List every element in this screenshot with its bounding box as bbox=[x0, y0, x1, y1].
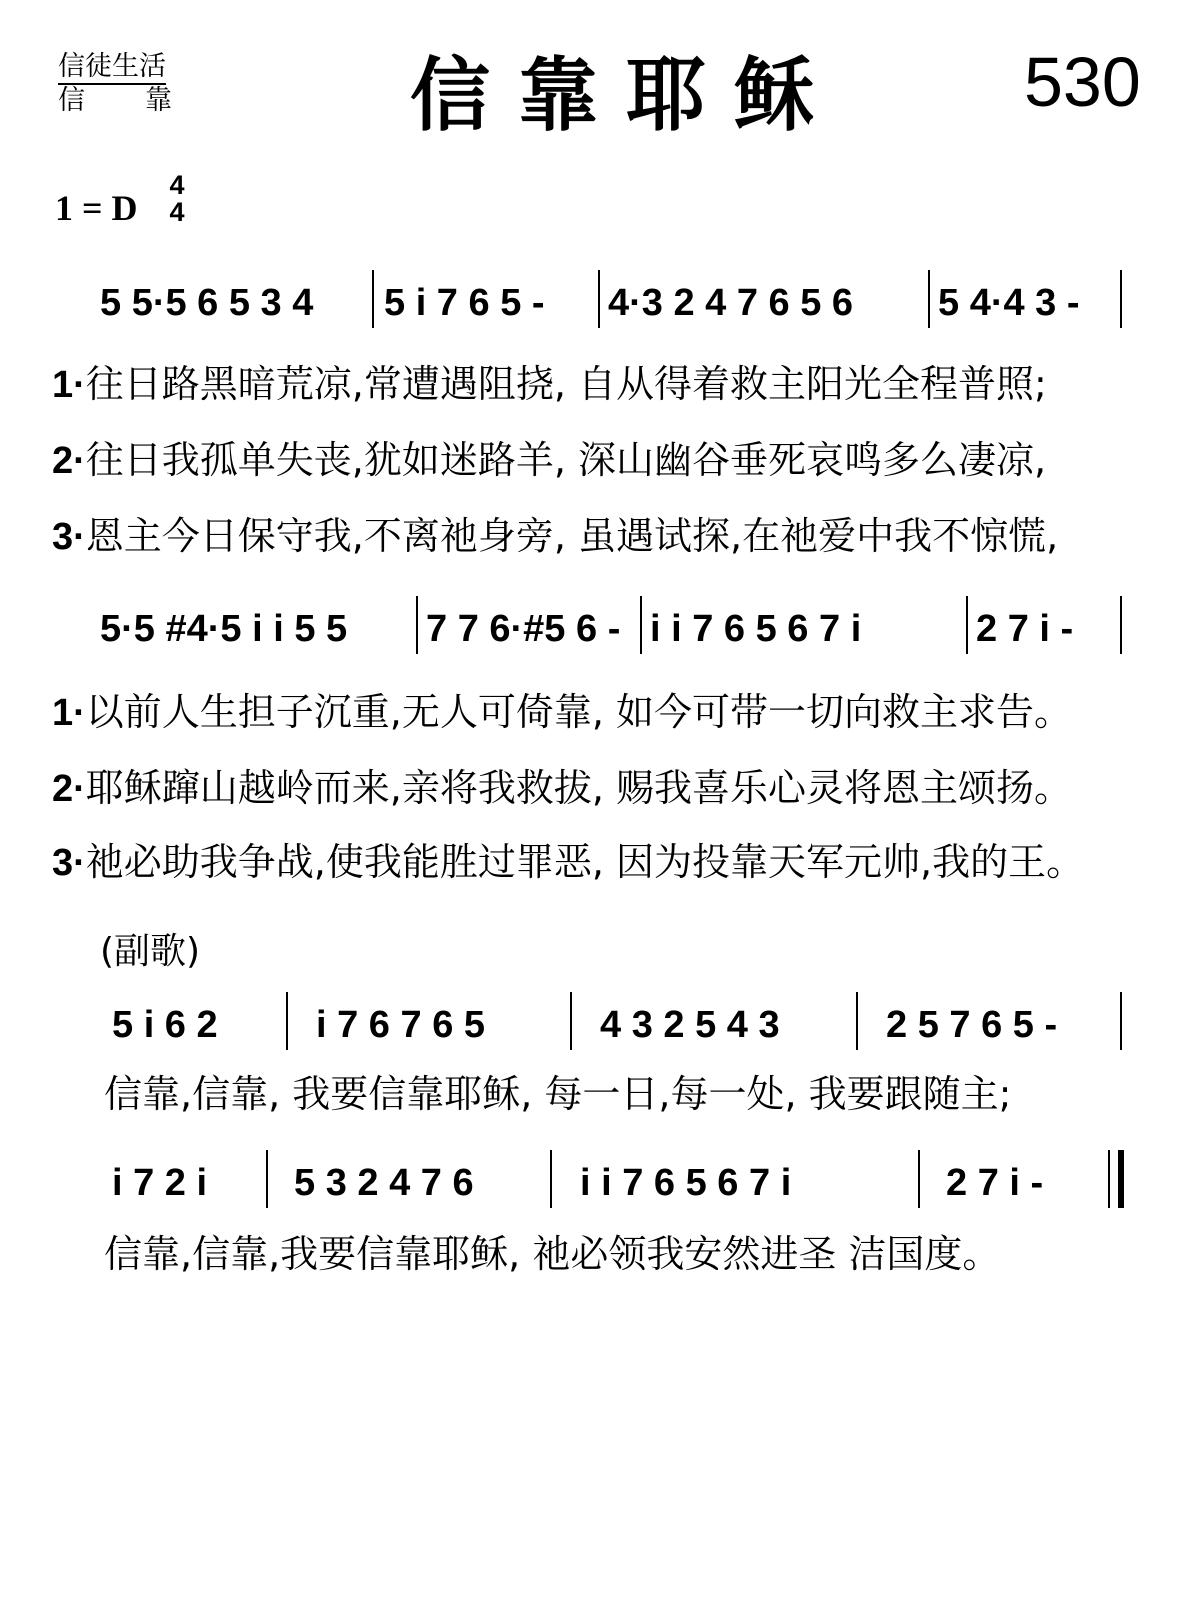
verse-line2-lyric-3 bbox=[52, 838, 1084, 887]
barline bbox=[918, 1150, 920, 1208]
chorus1-notes-m3: 4 3 2 5 4 3 bbox=[600, 1004, 780, 1046]
verse2-notes-m2: 7 7 6·#5 6 - bbox=[426, 608, 621, 650]
barline bbox=[266, 1150, 268, 1208]
time-signature-bottom: 4 bbox=[169, 197, 185, 227]
barline bbox=[1120, 992, 1122, 1050]
verse-line1-lyric-2 bbox=[52, 436, 1046, 485]
barline bbox=[416, 596, 418, 654]
chorus-label: (副歌) bbox=[100, 931, 201, 972]
verse-number: 1· bbox=[52, 364, 86, 406]
chorus2-notes-m2: 5 3 2 4 7 6 bbox=[294, 1162, 474, 1204]
verse1-notes-m3: 4·3 2 4 7 6 5 6 bbox=[608, 282, 854, 324]
final-barline-thin bbox=[1108, 1150, 1110, 1208]
chorus-lyric-1: 信靠,信靠, 我要信靠耶稣, 每一日,每一处, 我要跟随主; bbox=[104, 1072, 1012, 1116]
lyric-text: 祂必助我争战,使我能胜过罪恶, 因为投靠天军元帅,我的王。 bbox=[85, 840, 1085, 884]
barline bbox=[856, 992, 858, 1050]
category-label: 信徒生活 bbox=[58, 52, 166, 85]
verse-number: 3· bbox=[52, 516, 86, 558]
verse2-notes-m4: 2 7 i - bbox=[976, 608, 1074, 650]
barline bbox=[966, 596, 968, 654]
time-signature-top: 4 bbox=[169, 170, 185, 200]
verse-number: 1· bbox=[52, 692, 86, 734]
time-signature bbox=[162, 172, 192, 226]
chorus1-notes-m1: 5 i 6 2 bbox=[112, 1004, 218, 1046]
chorus2-notes-m1: i 7 2 i bbox=[112, 1162, 208, 1204]
lyric-text: 以前人生担子沉重,无人可倚靠, 如今可带一切向救主求告。 bbox=[85, 690, 1073, 734]
chorus1-notes-m4: 2 5 7 6 5 - bbox=[886, 1004, 1058, 1046]
lyric-text: 恩主今日保守我,不离祂身旁, 虽遇试探,在祂爱中我不惊慌, bbox=[85, 514, 1059, 558]
barline bbox=[1120, 596, 1122, 654]
final-barline-thick bbox=[1118, 1150, 1124, 1208]
verse-line1-lyric-3 bbox=[52, 512, 1058, 561]
chorus1-notes-m2: i 7 6 7 6 5 bbox=[316, 1004, 486, 1046]
barline bbox=[550, 1150, 552, 1208]
verse1-notes-m2: 5 i 7 6 5 - bbox=[384, 282, 545, 324]
verse-number: 2· bbox=[52, 768, 86, 810]
chorus2-notes-m3: i i 7 6 5 6 7 i bbox=[580, 1162, 792, 1204]
hymn-number: 530 bbox=[1024, 43, 1141, 121]
barline bbox=[286, 992, 288, 1050]
verse-line2-lyric-2 bbox=[52, 764, 1072, 813]
barline bbox=[598, 270, 600, 328]
chorus2-notes-m4: 2 7 i - bbox=[946, 1162, 1044, 1204]
lyric-text: 往日路黑暗荒凉,常遭遇阻挠, 自从得着救主阳光全程普照; bbox=[85, 362, 1047, 406]
verse1-notes-m1: 5 5·5 6 5 3 4 bbox=[100, 282, 314, 324]
verse2-notes-m3: i i 7 6 5 6 7 i bbox=[650, 608, 862, 650]
barline bbox=[640, 596, 642, 654]
barline bbox=[372, 270, 374, 328]
barline bbox=[1120, 270, 1122, 328]
lyric-text: 耶稣蹿山越岭而来,亲将我救拔, 赐我喜乐心灵将恩主颂扬。 bbox=[85, 766, 1073, 810]
key-signature: 1 = D bbox=[55, 188, 138, 228]
barline bbox=[928, 270, 930, 328]
verse2-notes-m1: 5·5 #4·5 i i 5 5 bbox=[100, 608, 348, 650]
verse-line2-lyric-1 bbox=[52, 688, 1072, 737]
lyric-text: 往日我孤单失丧,犹如迷路羊, 深山幽谷垂死哀鸣多么凄凉, bbox=[85, 438, 1047, 482]
barline bbox=[570, 992, 572, 1050]
verse-line1-lyric-1 bbox=[52, 360, 1047, 409]
verse-number: 3· bbox=[52, 842, 86, 884]
verse1-notes-m4: 5 4·4 3 - bbox=[938, 282, 1080, 324]
verse-number: 2· bbox=[52, 440, 86, 482]
chorus-lyric-2: 信靠,信靠,我要信靠耶稣, 祂必领我安然进圣 洁国度。 bbox=[104, 1232, 1001, 1276]
subcategory-label: 信靠 bbox=[58, 85, 232, 116]
hymn-title: 信靠耶稣 bbox=[410, 49, 842, 142]
